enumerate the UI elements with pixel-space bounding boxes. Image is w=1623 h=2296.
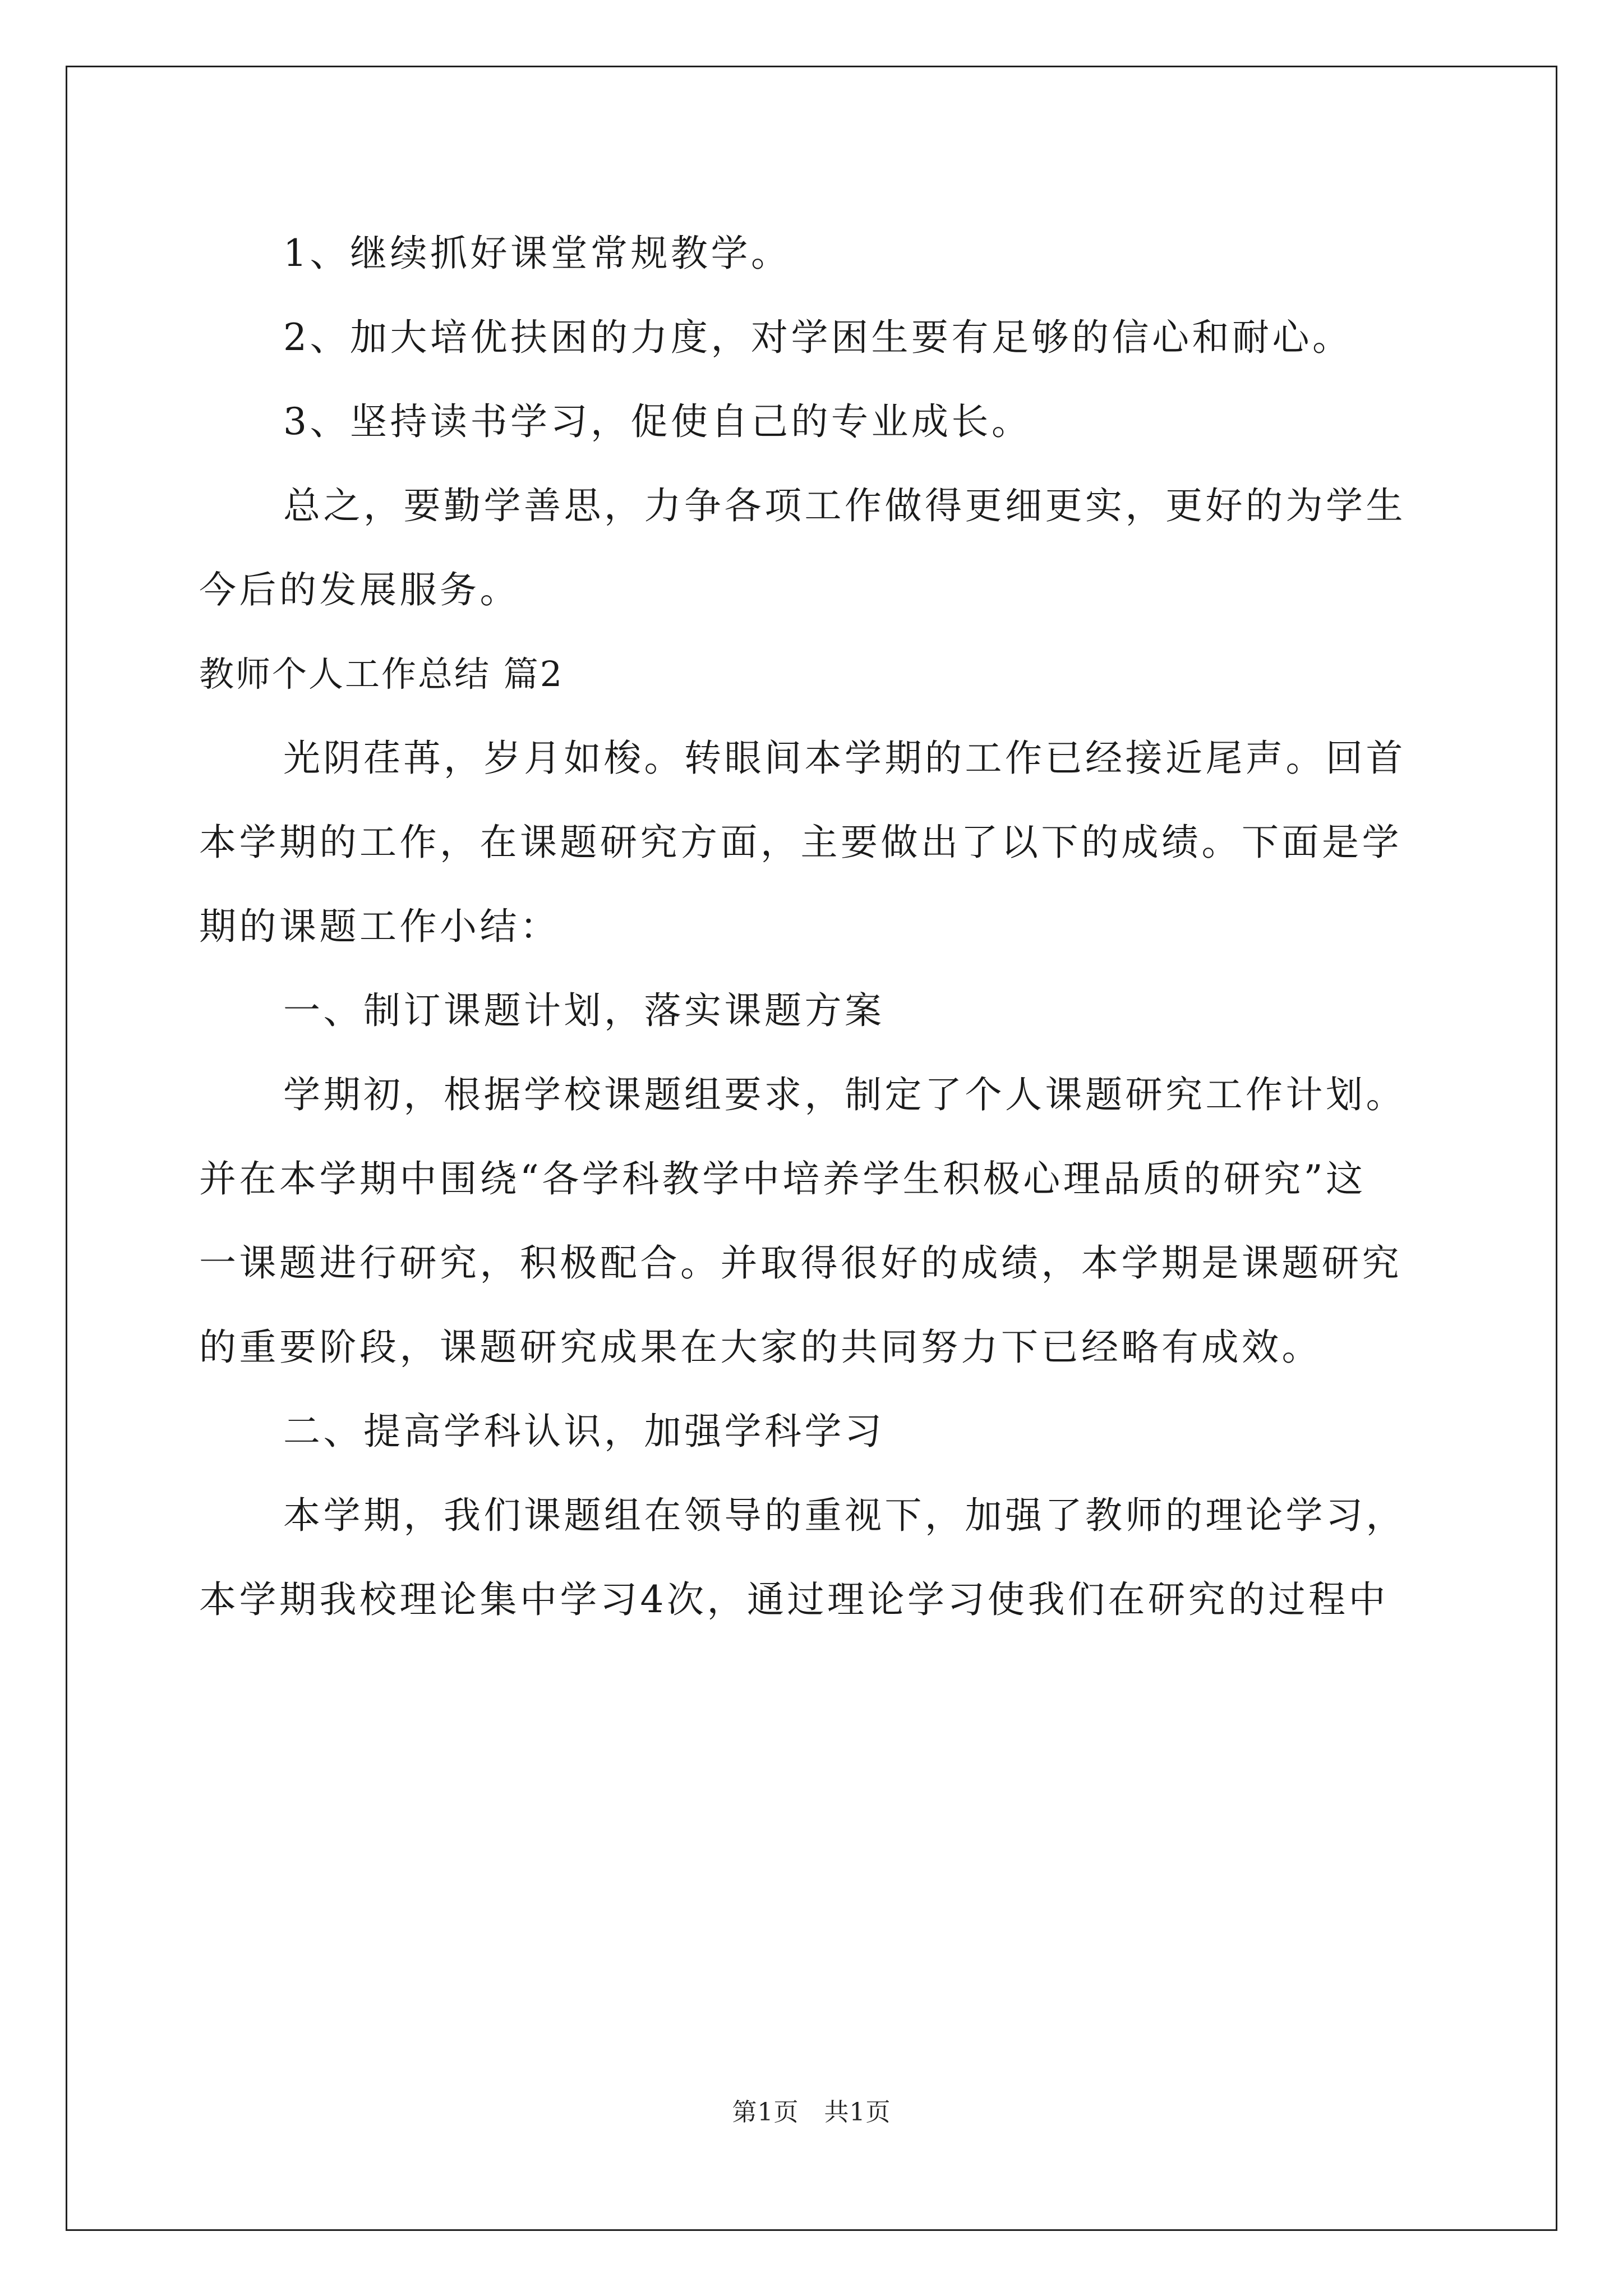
subheading: 一、制订课题计划，落实课题方案: [283, 989, 885, 1032]
paragraph-line: 本学期，我们课题组在领导的重视下，加强了教师的理论学习，: [283, 1494, 1406, 1537]
paragraph-line: 一课题进行研究，积极配合。并取得很好的成绩，本学期是课题研究: [199, 1241, 1402, 1285]
paragraph-line: 光阴荏苒，岁月如梭。转眼间本学期的工作已经接近尾声。回首: [283, 737, 1406, 780]
paragraph-line: 的重要阶段，课题研究成果在大家的共同努力下已经略有成效。: [199, 1326, 1322, 1369]
page-border: [66, 66, 1557, 2231]
paragraph-line: 本学期的工作，在课题研究方面，主要做出了以下的成绩。下面是学: [199, 821, 1402, 864]
paragraph-line: 本学期我校理论集中学习4次，通过理论学习使我们在研究的过程中: [199, 1578, 1389, 1621]
paragraph-line: 期的课题工作小结：: [199, 905, 560, 948]
section-heading: 教师个人工作总结 篇2: [199, 654, 564, 694]
paragraph-line: 总之，要勤学善思，力争各项工作做得更细更实，更好的为学生: [283, 484, 1406, 527]
list-item-3: 3、坚持读书学习，促使自己的专业成长。: [283, 400, 1032, 443]
list-item-1: 1、继续抓好课堂常规教学。: [283, 232, 791, 275]
page-footer: 第1页 共1页: [732, 2098, 891, 2127]
paragraph-line: 并在本学期中围绕“各学科教学中培养学生积极心理品质的研究”这: [199, 1157, 1366, 1200]
subheading: 二、提高学科认识，加强学科学习: [283, 1410, 885, 1453]
paragraph-line: 今后的发展服务。: [199, 568, 520, 611]
paragraph-line: 学期初，根据学校课题组要求，制定了个人课题研究工作计划。: [283, 1073, 1406, 1116]
list-item-2: 2、加大培优扶困的力度，对学困生要有足够的信心和耐心。: [283, 316, 1353, 359]
